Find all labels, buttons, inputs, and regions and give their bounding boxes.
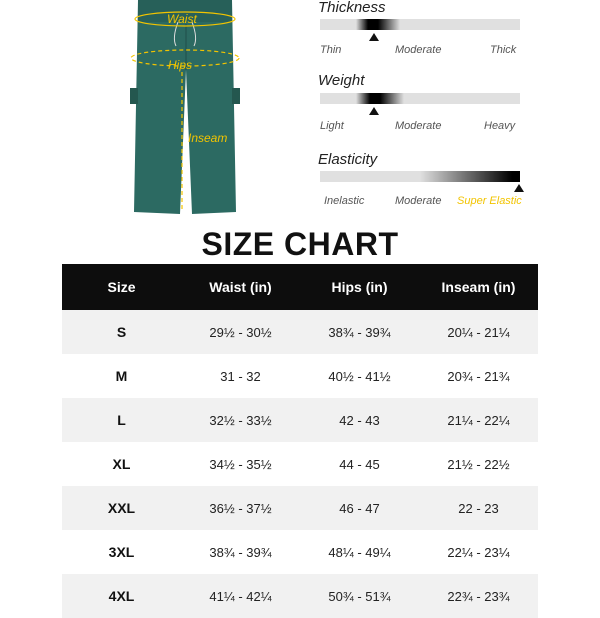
- inseam-cell: 20¾ - 21¾: [419, 354, 538, 398]
- elasticity-marker: [514, 184, 524, 192]
- hips-cell: 38¾ - 39¾: [300, 310, 419, 354]
- thickness-marker: [369, 33, 379, 41]
- weight-high-label: Heavy: [484, 120, 516, 132]
- size-cell: S: [62, 310, 181, 354]
- size-cell: 3XL: [62, 530, 181, 574]
- inseam-cell: 20¼ - 21¼: [419, 310, 538, 354]
- hips-cell: 48¼ - 49¼: [300, 530, 419, 574]
- waist-cell: 34½ - 35½: [181, 442, 300, 486]
- thickness-bar: [320, 19, 520, 30]
- weight-mid-label: Moderate: [395, 120, 442, 132]
- waist-cell: 36½ - 37½: [181, 486, 300, 530]
- size-cell: XXL: [62, 486, 181, 530]
- hips-label: Hips: [168, 58, 193, 72]
- table-row: [62, 310, 538, 354]
- size-chart-title: SIZE CHART: [201, 226, 399, 262]
- thickness-title: Thickness: [318, 0, 386, 16]
- thickness-mid-label: Moderate: [395, 44, 442, 56]
- table-row: [62, 398, 538, 442]
- inseam-cell: 22¾ - 23¾: [419, 574, 538, 618]
- size-table: [62, 264, 538, 618]
- header-size: Size: [62, 264, 181, 310]
- inseam-cell: 21¼ - 22¼: [419, 398, 538, 442]
- table-row: [62, 486, 538, 530]
- table-row: [62, 354, 538, 398]
- hips-cell: 44 - 45: [300, 442, 419, 486]
- elasticity-title: Elasticity: [318, 151, 378, 168]
- waist-cell: 41¼ - 42¼: [181, 574, 300, 618]
- hips-cell: 46 - 47: [300, 486, 419, 530]
- inseam-cell: 22 - 23: [419, 486, 538, 530]
- hips-cell: 40½ - 41½: [300, 354, 419, 398]
- thickness-high-label: Thick: [490, 44, 517, 56]
- elasticity-high-label: Super Elastic: [457, 195, 522, 207]
- table-row: [62, 530, 538, 574]
- inseam-cell: 22¼ - 23¼: [419, 530, 538, 574]
- inseam-cell: 21½ - 22½: [419, 442, 538, 486]
- weight-low-label: Light: [320, 120, 344, 132]
- hips-cell: 42 - 43: [300, 398, 419, 442]
- thickness-low-label: Thin: [320, 44, 342, 56]
- elasticity-bar: [320, 171, 520, 182]
- weight-marker: [369, 107, 379, 115]
- hips-cell: 50¾ - 51¾: [300, 574, 419, 618]
- elasticity-mid-label: Moderate: [395, 195, 442, 207]
- table-row: [62, 574, 538, 618]
- header-waist: Waist (in): [181, 264, 300, 310]
- pants-illustration: [120, 0, 250, 222]
- waist-cell: 31 - 32: [181, 354, 300, 398]
- header-inseam: Inseam (in): [419, 264, 538, 310]
- table-header-row: [62, 264, 538, 310]
- waist-cell: 38¾ - 39¾: [181, 530, 300, 574]
- weight-bar: [320, 93, 520, 104]
- size-cell: XL: [62, 442, 181, 486]
- elasticity-low-label: Inelastic: [324, 195, 365, 207]
- pants-image: [120, 0, 250, 222]
- size-cell: M: [62, 354, 181, 398]
- waist-cell: 32½ - 33½: [181, 398, 300, 442]
- waist-label: Waist: [167, 12, 197, 26]
- size-cell: 4XL: [62, 574, 181, 618]
- size-cell: L: [62, 398, 181, 442]
- table-row: [62, 442, 538, 486]
- weight-title: Weight: [318, 72, 365, 89]
- header-hips: Hips (in): [300, 264, 419, 310]
- waist-cell: 29½ - 30½: [181, 310, 300, 354]
- inseam-label: Inseam: [188, 131, 228, 145]
